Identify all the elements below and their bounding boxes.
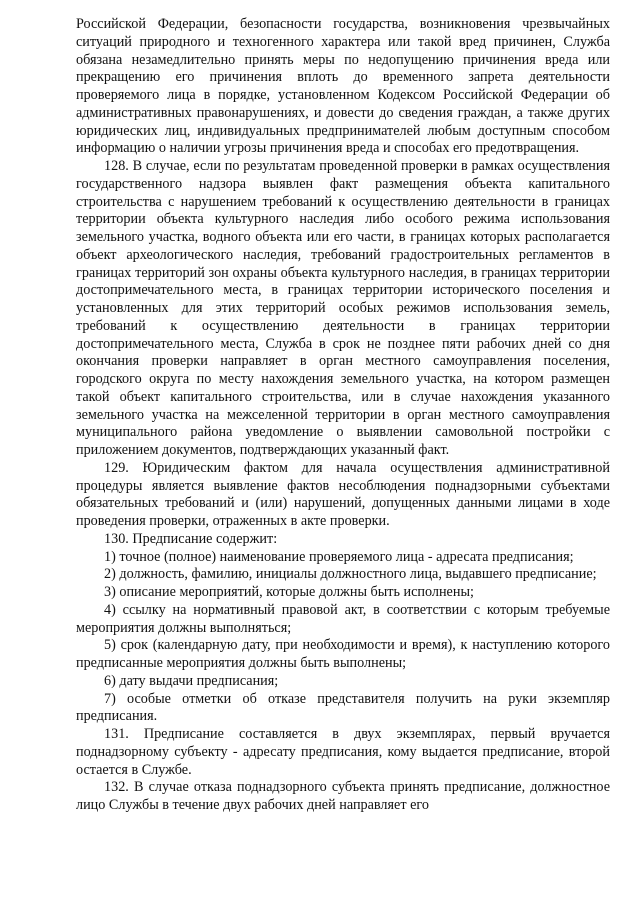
paragraph-129: 129. Юридическим фактом для начала осуществления административной процедуры является выявление фактов несоблюдения поднадзорными субъектами обязательных требований и (или) нарушений, допущенных данными лицами в ходе проведения проверки, отраженных в акте проверки. — [76, 459, 610, 529]
paragraph-132: 132. В случае отказа поднадзорного субъекта принять предписание, должностное лицо Службы в течение двух рабочих дней направляет его — [76, 779, 610, 813]
paragraph-continuation: Российской Федерации, безопасности государства, возникновения чрезвычайных ситуаций природного и техногенного характера или такой вред причинен, Служба обязана незамедлительно принять меры по недопущению причинения вреда или прекращению его причинения вплоть до временного запрета деятельности проверяемого лица в порядке, установленном Кодексом Российской Федерации об административных правонарушениях, и довести до сведения граждан, а также других юридических лиц, индивидуальных предпринимателей любым доступным способом информацию о наличии угрозы причинения вреда и способах его предотвращения. — [76, 16, 610, 157]
list-item-1: 1) точное (полное) наименование проверяемого лица - адресата предписания; — [104, 548, 574, 565]
paragraph-131: 131. Предписание составляется в двух экземплярах, первый вручается поднадзорному субъекту - адресату предписания, кому выдается предписание, второй остается в Службе. — [76, 726, 610, 778]
document-body — [76, 16, 610, 815]
list-item-6: 6) дату выдачи предписания; — [104, 672, 279, 689]
list-item-7: 7) особые отметки об отказе представителя получить на руки экземпляр предписания. — [76, 690, 610, 725]
list-item-3: 3) описание мероприятий, которые должны быть исполнены; — [104, 584, 474, 600]
paragraph-128: 128. В случае, если по результатам проведенной проверки в рамках осуществления государственного надзора выявлен факт размещения объекта капитального строительства с нарушением требований к осуществлению деятельности в границах территории объекта культурного наследия либо особого режима использования земельного участка, водного объекта или его части, в границах которых располагается объект археологического наследия, требований градостроительных регламентов в границах территорий зон охраны объекта культурного наследия, в границах территории достопримечательного места, в границах территории исторического поселения и установленных для этих территорий особых режимов использования земель, требований к осуществлению деятельности в границах территории достопримечательного места, Служба в срок не позднее пяти рабочих дней со дня окончания проверки направляет в орган местного самоуправления поселения, городского округа по месту нахождения земельного участка, на котором размещен такой объект капитального строительства, или в случае нахождения указанного земельного участка на межселенной территории в орган местного самоуправления муниципального района уведомление о выявлении самовольной постройки с приложением документов, подтверждающих указанный факт. — [76, 158, 610, 458]
list-item-2: 2) должность, фамилию, инициалы должностного лица, выдавшего предписание; — [104, 566, 597, 583]
list-item-4: 4) ссылку на нормативный правовой акт, в соответствии с которым требуемые мероприятия должны выполняться; — [76, 601, 610, 636]
list-item-5: 5) срок (календарную дату, при необходимости и время), к наступлению которого предписанные мероприятия должны быть выполнены; — [76, 637, 610, 671]
paragraph-130: 130. Предписание содержит: — [104, 530, 278, 547]
